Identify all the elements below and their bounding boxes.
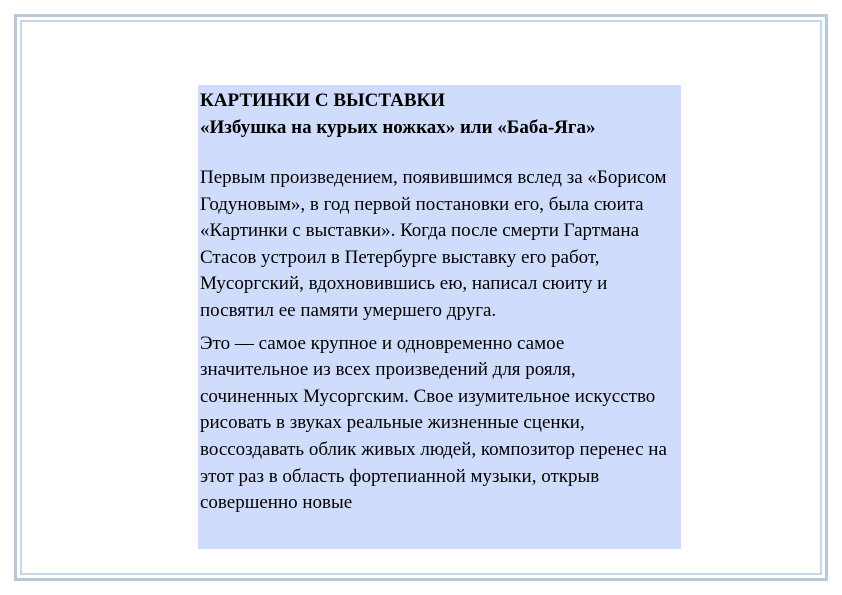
slide-title: КАРТИНКИ С ВЫСТАВКИ	[200, 90, 446, 111]
spacer	[200, 141, 677, 165]
paragraph-1: Первым произведением, появившимся вслед за «Борисом Годуновым», в год первой постановки его, была сюита «Картинки с выставки». Когда после смерти Гартмана Стасов устроил в Петербурге выставку его работ, Мусоргский, вдохновившись ею, написал сюиту и посвятил ее памяти умершего друга.	[200, 167, 667, 321]
slide-subtitle: «Избушка на курьих ножках» или «Баба-Яга»	[200, 117, 596, 138]
paragraph-2: Это — самое крупное и одновременно самое значительное из всех произведений для рояля, сочиненных Мусоргским. Свое изумительное искусство рисовать в звуках реальные жизненные сценки, воссоздавать облик живых людей, композитор перенес на этот раз в область фортепианной музыки, открыв совершенно новые	[200, 332, 667, 514]
text-block	[198, 85, 681, 549]
